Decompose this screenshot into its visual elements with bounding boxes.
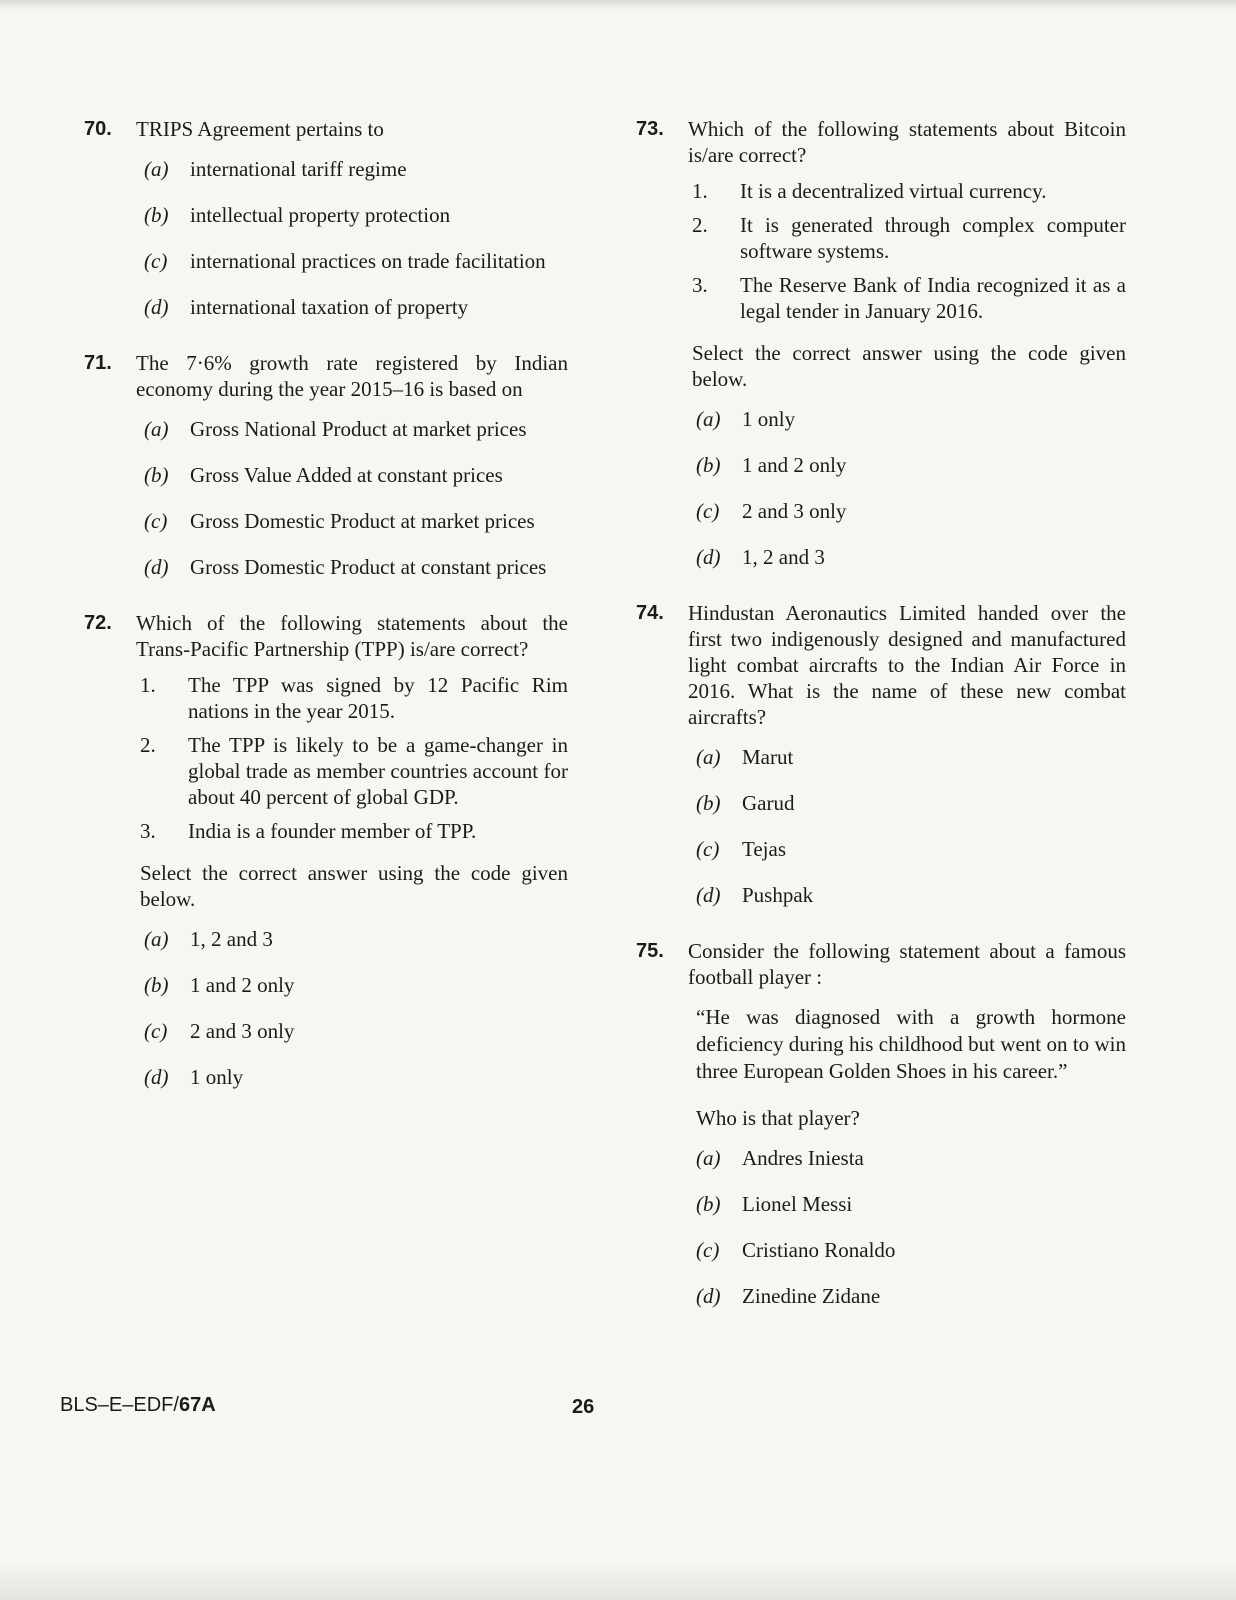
option-label: (d) (144, 1065, 169, 1089)
statement-number: 1. (140, 673, 156, 697)
option-label: (d) (696, 883, 721, 907)
options-list (636, 1145, 1126, 1309)
left-column (84, 116, 568, 1120)
option-label: (d) (696, 545, 721, 569)
booklet-code (60, 1394, 216, 1417)
question-head (636, 116, 1126, 168)
option-text: 1, 2 and 3 (742, 545, 825, 569)
option-d (144, 1064, 568, 1090)
option-text: international tariff regime (190, 157, 407, 181)
booklet-code-prefix: BLS–E–EDF/ (60, 1394, 179, 1416)
option-label: (c) (696, 1238, 720, 1262)
question-stem: Consider the following statement about a famous football player : (688, 939, 1126, 989)
options-list (84, 416, 568, 580)
option-label: (c) (696, 499, 720, 523)
option-text: international taxation of property (190, 295, 469, 319)
option-text: 1 only (742, 407, 796, 431)
question-stem: Hindustan Aeronautics Limited handed over the first two indigenously designed and manufactured light combat aircrafts to the Indian Air Force in 2016. What is the name of these new combat aircrafts? (688, 601, 1126, 729)
scan-top-shadow (0, 0, 1236, 10)
option-d (696, 882, 1126, 908)
question-head (636, 938, 1126, 990)
options-list (636, 744, 1126, 908)
option-label: (a) (696, 407, 721, 431)
question-stem: TRIPS Agreement pertains to (136, 117, 384, 141)
option-text: 1 only (190, 1065, 244, 1089)
question-prompt: Who is that player? (696, 1106, 860, 1130)
option-text: Gross Value Added at constant prices (190, 463, 503, 487)
statement-number: 3. (692, 273, 708, 297)
option-c (144, 248, 568, 274)
option-text: 2 and 3 only (742, 499, 847, 523)
question-75 (636, 938, 1126, 1309)
option-label: (b) (144, 973, 169, 997)
page-number: 26 (572, 1396, 595, 1418)
statement-text: The TPP was signed by 12 Pacific Rim nations in the year 2015. (188, 673, 568, 723)
option-label: (c) (696, 837, 720, 861)
statement-number: 2. (692, 213, 708, 237)
option-b (696, 452, 1126, 478)
options-list (636, 406, 1126, 570)
question-number: 73. (636, 118, 664, 140)
option-a (696, 1145, 1126, 1171)
option-label: (a) (144, 157, 169, 181)
option-label: (d) (144, 555, 169, 579)
quoted-statement: “He was diagnosed with a growth hormone deficiency during his childhood but went on to win three European Golden Shoes in his career.” (696, 1005, 1126, 1083)
question-70 (84, 116, 568, 320)
option-d (696, 1283, 1126, 1309)
option-label: (b) (696, 791, 721, 815)
option-label: (b) (696, 453, 721, 477)
option-a (696, 744, 1126, 770)
option-d (696, 544, 1126, 570)
option-b (144, 462, 568, 488)
option-label: (d) (144, 295, 169, 319)
answer-instruction: Select the correct answer using the code given below. (692, 341, 1126, 391)
option-d (144, 294, 568, 320)
statements-list (636, 178, 1126, 324)
option-label: (b) (696, 1192, 721, 1216)
option-text: 1 and 2 only (742, 453, 847, 477)
statement-3 (692, 272, 1126, 324)
statement-text: The Reserve Bank of India recognized it as a legal tender in January 2016. (740, 273, 1126, 323)
question-number: 71. (84, 352, 112, 374)
statement-text: India is a founder member of TPP. (188, 819, 477, 843)
option-label: (c) (144, 249, 168, 273)
option-c (696, 836, 1126, 862)
option-c (144, 1018, 568, 1044)
option-a (144, 926, 568, 952)
statement-2 (140, 732, 568, 810)
option-text: Pushpak (742, 883, 814, 907)
question-head (84, 350, 568, 402)
option-label: (a) (696, 1146, 721, 1170)
option-label: (c) (144, 509, 168, 533)
option-text: Andres Iniesta (742, 1146, 864, 1170)
statement-1 (692, 178, 1126, 204)
option-text: Gross National Product at market prices (190, 417, 527, 441)
option-c (144, 508, 568, 534)
option-label: (c) (144, 1019, 168, 1043)
option-label: (b) (144, 463, 169, 487)
option-a (144, 416, 568, 442)
option-text: intellectual property protection (190, 203, 451, 227)
statement-2 (692, 212, 1126, 264)
option-text: 1 and 2 only (190, 973, 295, 997)
statements-list (84, 672, 568, 844)
option-d (144, 554, 568, 580)
question-71 (84, 350, 568, 580)
question-73 (636, 116, 1126, 570)
option-a (696, 406, 1126, 432)
answer-instruction: Select the correct answer using the code given below. (140, 861, 568, 911)
right-column (636, 116, 1126, 1339)
options-list (84, 926, 568, 1090)
question-head (636, 600, 1126, 730)
option-text: international practices on trade facilitation (190, 249, 546, 273)
question-head (84, 610, 568, 662)
question-stem: Which of the following statements about the Trans-Pacific Partnership (TPP) is/are correct? (136, 611, 568, 661)
option-label: (d) (696, 1284, 721, 1308)
option-label: (a) (696, 745, 721, 769)
option-a (144, 156, 568, 182)
option-text: 2 and 3 only (190, 1019, 295, 1043)
option-text: Garud (742, 791, 795, 815)
statement-number: 1. (692, 179, 708, 203)
option-b (144, 202, 568, 228)
option-b (696, 790, 1126, 816)
statement-text: It is generated through complex computer software systems. (740, 213, 1126, 263)
option-text: Cristiano Ronaldo (742, 1238, 896, 1262)
option-text: Zinedine Zidane (742, 1284, 881, 1308)
option-b (144, 972, 568, 998)
statement-text: The TPP is likely to be a game-changer in global trade as member countries account for about 40 percent of global GDP. (188, 733, 568, 809)
question-74 (636, 600, 1126, 908)
statement-number: 3. (140, 819, 156, 843)
question-72 (84, 610, 568, 1090)
option-label: (b) (144, 203, 169, 227)
statement-3 (140, 818, 568, 844)
question-stem: The 7·6% growth rate registered by Indian economy during the year 2015–16 is based on (136, 351, 568, 401)
question-number: 75. (636, 940, 664, 962)
statement-1 (140, 672, 568, 724)
option-b (696, 1191, 1126, 1217)
option-text: 1, 2 and 3 (190, 927, 273, 951)
question-number: 70. (84, 118, 112, 140)
statement-text: It is a decentralized virtual currency. (740, 179, 1047, 203)
question-number: 72. (84, 612, 112, 634)
option-text: Tejas (742, 837, 787, 861)
options-list (84, 156, 568, 320)
question-stem: Which of the following statements about Bitcoin is/are correct? (688, 117, 1126, 167)
option-text: Gross Domestic Product at constant prices (190, 555, 547, 579)
booklet-code-suffix: 67A (178, 1394, 216, 1416)
question-head (84, 116, 568, 142)
option-text: Marut (742, 745, 794, 769)
option-label: (a) (144, 417, 169, 441)
scan-bottom-shadow (0, 1560, 1236, 1600)
statement-number: 2. (140, 733, 156, 757)
option-text: Gross Domestic Product at market prices (190, 509, 535, 533)
option-text: Lionel Messi (742, 1192, 853, 1216)
question-number: 74. (636, 602, 664, 624)
option-label: (a) (144, 927, 169, 951)
option-c (696, 1237, 1126, 1263)
option-c (696, 498, 1126, 524)
